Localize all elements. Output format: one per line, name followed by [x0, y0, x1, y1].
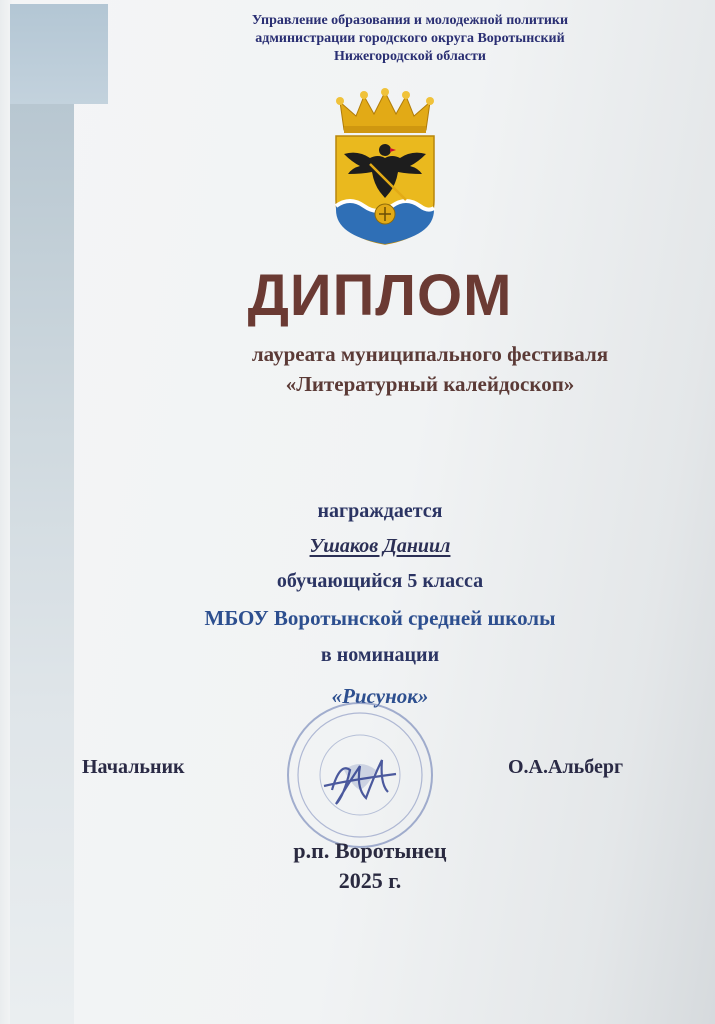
issuer-line-1: Управление образования и молодежной политики	[251, 13, 569, 28]
awarded-label: награждается	[317, 500, 443, 522]
decorative-stripe-top	[10, 4, 108, 104]
recipient-school: МБОУ Воротынской средней школы	[204, 606, 556, 630]
issue-place: р.п. Воротынец	[293, 838, 447, 863]
issuer-line-2: администрации городского округа Воротынский	[255, 31, 565, 46]
signatory-position: Начальник	[82, 756, 185, 778]
diploma-title: ДИПЛОМ	[247, 263, 513, 328]
recipient-name: Ушаков Даниил	[309, 535, 451, 557]
coat-of-arms-icon	[330, 88, 440, 248]
issue-year: 2025 г.	[338, 868, 402, 893]
handwritten-signature	[324, 760, 396, 804]
nomination-name: «Рисунок»	[331, 684, 429, 708]
recipient-grade: обучающийся 5 класса	[276, 570, 484, 592]
festival-name: «Литературный калейдоскоп»	[285, 372, 575, 396]
signatory-name: О.А.Альберг	[508, 756, 624, 778]
decorative-stripe-left	[10, 104, 74, 1024]
issuer-header	[150, 12, 670, 66]
subtitle-line-1: лауреата муниципального фестиваля	[251, 342, 609, 366]
recipient-name-wrap	[100, 535, 660, 558]
round-seal-icon	[284, 700, 436, 850]
issuer-line-3: Нижегородской области	[334, 49, 486, 64]
crown-icon	[336, 88, 434, 133]
nomination-label: в номинации	[320, 644, 440, 666]
